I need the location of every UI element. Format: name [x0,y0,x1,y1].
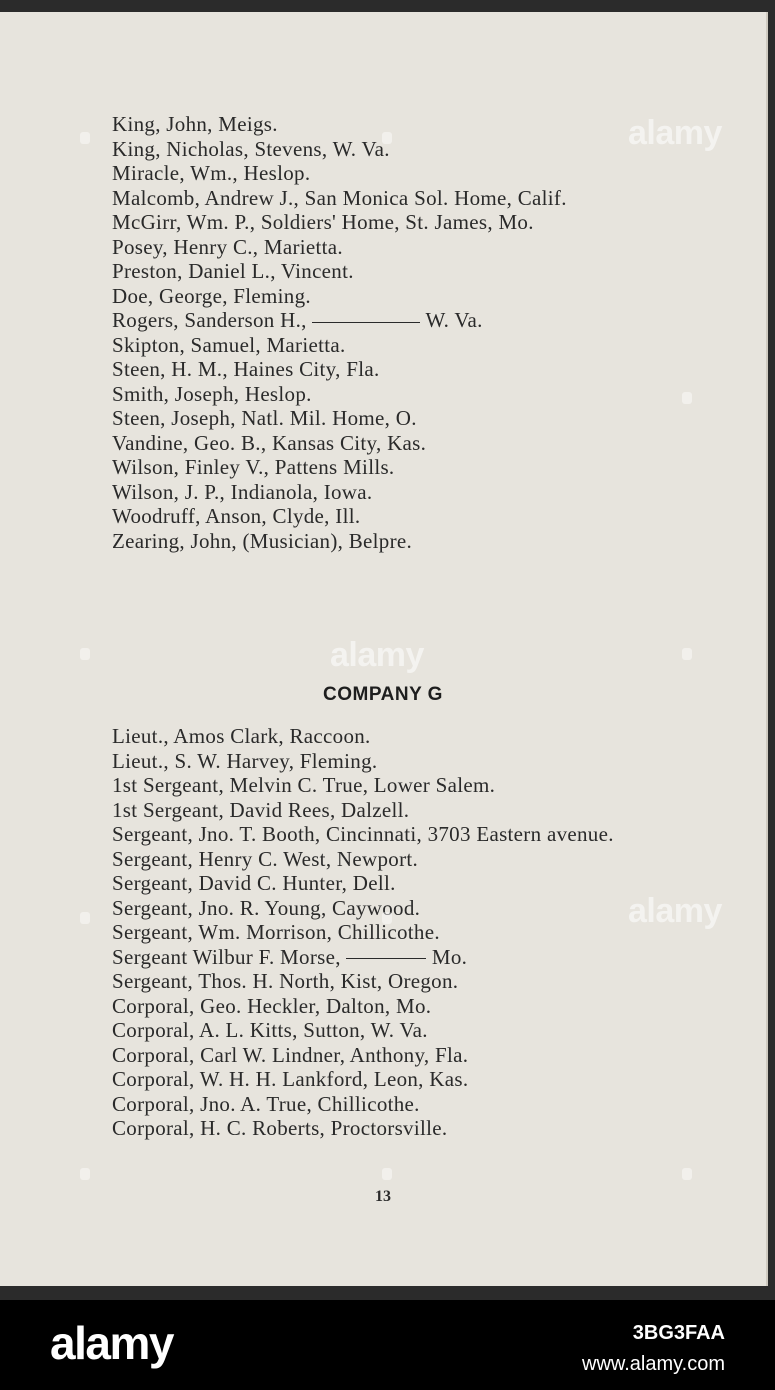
roster-entry-text: Smith, Joseph, Heslop. [112,381,312,406]
roster-entry-text: Wilson, J. P., Indianola, Iowa. [112,479,373,504]
roster-entry-text: Sergeant Wilbur F. Morse, [112,944,341,969]
roster-entry [112,1067,672,1092]
watermark-dot [382,132,392,144]
roster-entry-text: King, Nicholas, Stevens, W. Va. [112,136,390,161]
roster-entry [112,259,672,284]
roster-entry-text: Sergeant, David C. Hunter, Dell. [112,871,396,895]
blank-line [312,322,420,323]
watermark-dot [80,132,90,144]
roster-list-top [112,112,672,553]
roster-entry-text: Corporal, W. H. H. Lankford, Leon, Kas. [112,1067,469,1091]
roster-entry [112,969,672,994]
roster-entry-text: Doe, George, Fleming. [112,283,311,308]
roster-entry-text: Woodruff, Anson, Clyde, Ill. [112,504,361,528]
roster-entry-text: Corporal, Carl W. Lindner, Anthony, Fla. [112,1042,469,1067]
roster-entry-text: Sergeant, Jno. R. Young, Caywood. [112,895,421,920]
roster-entry-text: Sergeant, Jno. T. Booth, Cincinnati, 3703 Eastern avenue. [112,822,614,846]
roster-entry [112,455,672,480]
roster-entry [112,773,672,798]
roster-entry-text: Sergeant, Thos. H. North, Kist, Oregon. [112,969,459,993]
blank-line [346,958,426,959]
roster-entry-text: Posey, Henry C., Marietta. [112,234,343,259]
watermark-center: alamy [330,636,424,674]
roster-entry [112,406,672,431]
roster-entry [112,333,672,358]
watermark-dot [80,912,90,924]
roster-entry-text: McGirr, Wm. P., Soldiers' Home, St. James, Mo. [112,210,534,234]
roster-entry-text: Corporal, H. C. Roberts, Proctorsville. [112,1116,448,1140]
watermark-right-top: alamy [628,114,722,152]
roster-list-company-g [112,724,672,1141]
roster-entry-text: Steen, H. M., Haines City, Fla. [112,357,380,381]
roster-entry-text: 1st Sergeant, Melvin C. True, Lower Salem. [112,773,496,797]
roster-entry [112,1092,672,1117]
roster-entry [112,480,672,505]
roster-entry-text: Steen, Joseph, Natl. Mil. Home, O. [112,406,417,430]
roster-entry-text: 1st Sergeant, David Rees, Dalzell. [112,797,410,822]
watermark-right-bottom: alamy [628,892,722,930]
roster-entry [112,945,672,970]
watermark-dot [682,648,692,660]
section-heading: COMPANY G [323,684,443,705]
roster-entry-text: Corporal, Jno. A. True, Chillicothe. [112,1091,420,1116]
roster-entry [112,308,672,333]
roster-entry-suffix: Mo. [431,944,468,969]
stock-footer-bar [0,1300,775,1390]
roster-entry-text: Sergeant, Wm. Morrison, Chillicothe. [112,920,440,944]
roster-entry [112,382,672,407]
roster-entry [112,798,672,823]
roster-entry-text: Corporal, Geo. Heckler, Dalton, Mo. [112,993,432,1018]
roster-entry-text: Corporal, A. L. Kitts, Sutton, W. Va. [112,1018,428,1042]
watermark-dot [80,1168,90,1180]
watermark-dot [682,1168,692,1180]
roster-entry [112,822,672,847]
roster-entry [112,1043,672,1068]
footer-image-id: 3BG3FAA [632,1322,725,1344]
roster-entry [112,749,672,774]
roster-entry [112,896,672,921]
roster-entry-text: Rogers, Sanderson H., [112,308,307,332]
roster-entry [112,504,672,529]
watermark-dot [382,912,392,924]
roster-entry [112,847,672,872]
roster-entry [112,112,672,137]
page-number: 13 [375,1188,391,1205]
roster-entry-text: Wilson, Finley V., Pattens Mills. [112,455,395,479]
roster-entry-text: Lieut., S. W. Harvey, Fleming. [112,748,378,773]
roster-entry-suffix: W. Va. [425,308,483,332]
roster-entry [112,137,672,162]
roster-entry [112,357,672,382]
watermark-dot [382,1168,392,1180]
roster-entry [112,284,672,309]
roster-entry-text: Malcomb, Andrew J., San Monica Sol. Home, Calif. [112,185,567,210]
roster-entry-text: Lieut., Amos Clark, Raccoon. [112,724,371,748]
roster-entry [112,210,672,235]
roster-entry-text: Skipton, Samuel, Marietta. [112,332,346,357]
roster-entry [112,161,672,186]
roster-entry-text: Vandine, Geo. B., Kansas City, Kas. [112,430,427,455]
roster-entry-text: Preston, Daniel L., Vincent. [112,259,354,283]
roster-entry [112,529,672,554]
watermark-dot [80,648,90,660]
roster-entry [112,235,672,260]
roster-entry-text: Miracle, Wm., Heslop. [112,161,311,185]
roster-entry-text: King, John, Meigs. [112,112,278,136]
footer-site-url[interactable]: www.alamy.com [582,1353,725,1375]
roster-entry-text: Zearing, John, (Musician), Belpre. [112,528,413,553]
roster-entry [112,431,672,456]
book-page [0,12,768,1286]
roster-entry [112,920,672,945]
roster-entry [112,186,672,211]
roster-entry [112,724,672,749]
footer-brand-logo: alamy [50,1317,173,1369]
roster-entry [112,1116,672,1141]
watermark-dot [682,392,692,404]
roster-entry [112,871,672,896]
roster-entry [112,1018,672,1043]
roster-entry [112,994,672,1019]
roster-entry-text: Sergeant, Henry C. West, Newport. [112,846,419,871]
